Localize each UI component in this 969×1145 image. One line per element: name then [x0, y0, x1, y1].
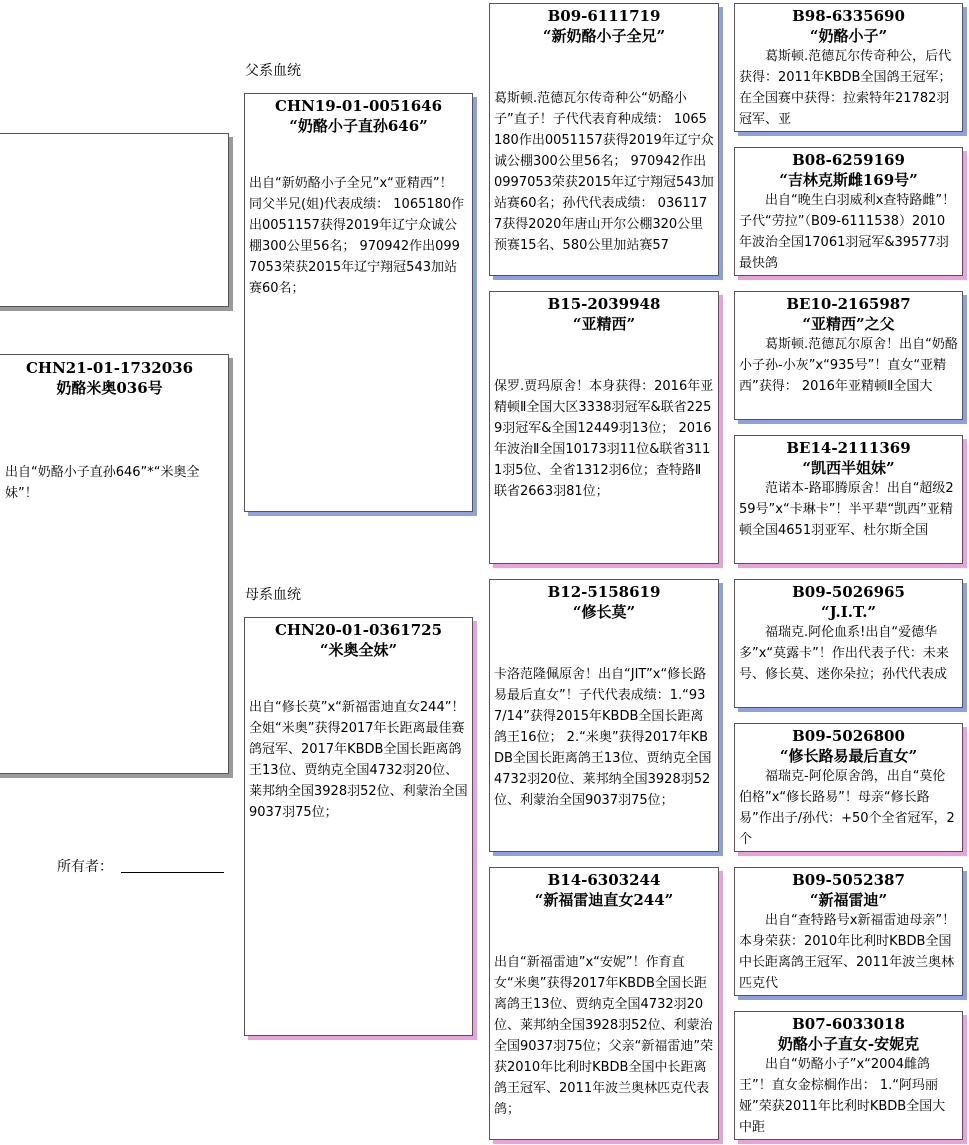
card-text: 出自“奶酪小子”x“2004雌鸽王”！直女金棕榈作出： 1.“阿玛丽娅”荣获2011年比利时KBDB全国大中距: [739, 1057, 946, 1135]
card-ring: B09-5026800: [792, 727, 905, 745]
subject-ring: CHN21-01-1732036: [25, 359, 194, 377]
grandsire-paternal-card: [489, 3, 719, 276]
card-text: 福瑞克.阿伦血系!出自“爱德华多”x“莫露卡”！作出代表子代：未来号、修长莫、迷你朵拉；孙代代表成: [739, 625, 949, 682]
ancestor-card-5: [734, 579, 963, 708]
dam-name: “米奥全妹”: [319, 641, 398, 659]
sire-ring: CHN19-01-0051646: [274, 97, 443, 115]
subject-name: 奶酪米奥036号: [56, 379, 163, 397]
paternal-label: 父系血统: [245, 63, 301, 79]
card-name: “吉林克斯雌169号”: [779, 171, 918, 189]
card-name: “亚精西”之父: [802, 315, 895, 333]
granddam-maternal-card: [489, 867, 719, 1140]
card-name: “修长莫”: [572, 603, 636, 621]
ancestor-card-6: [734, 723, 963, 852]
card-ring: B15-2039948: [547, 295, 661, 313]
card-text: 福瑞克-阿伦原舍鸽，出自“莫伦伯格”x“修长路易”！母亲“修长路易”作出子/孙代：+50个全省冠军，2个: [739, 769, 955, 847]
card-ring: B14-6303244: [547, 871, 661, 889]
subject-text: 出自“奶酪小子直孙646”*“米奥全妹”！: [5, 465, 200, 501]
dam-ring: CHN20-01-0361725: [274, 621, 443, 639]
card-name: “新奶酪小子全兄”: [542, 27, 666, 45]
granddam-paternal-card: [489, 291, 719, 564]
sire-name: “奶酪小子直孙646”: [289, 117, 428, 135]
card-name: “亚精西”: [572, 315, 636, 333]
blank-card: [0, 133, 229, 307]
card-name: “新福雷迪直女244”: [534, 891, 674, 909]
card-ring: B98-6335690: [792, 7, 905, 25]
card-text: 葛斯顿.范德瓦尔原舍！出自“奶酪小子孙-小灰”x“935号”！直女“亚精西”获得： 2016年亚精顿Ⅱ全国大: [739, 337, 958, 394]
card-text: 卡洛范隆佩原舍！出自“JIT”x“修长路易最后直女”！子代代表成绩：1.“937/14”获得2015年KBDB全国长距离鸽王16位； 2.“米奥”获得2017年KBDB全国长距离鸽王13位、贾纳克全国4732羽20位、莱邦纳全国3928羽52位、利蒙治全国9037羽75位；: [494, 667, 712, 808]
card-ring: B07-6033018: [792, 1015, 905, 1033]
card-ring: B09-6111719: [547, 7, 661, 25]
card-text: 出自“晚生白羽威利x查特路雌”！子代“劳拉”（B09-6111538）2010年波治全国17061羽冠军&39577羽最快鸽: [739, 193, 956, 271]
dam-card: [244, 617, 473, 1036]
ancestor-card-2: [734, 147, 963, 276]
grandsire-maternal-card: [489, 579, 719, 852]
card-name: “凯西半姐妹”: [802, 459, 895, 477]
card-ring: BE14-2111369: [786, 439, 911, 457]
card-text: 葛斯顿.范德瓦尔传奇种公，后代获得：2011年KBDB全国鸽王冠军；在全国赛中获得：拉索特年21782羽冠军、亚: [739, 49, 952, 127]
sire-text: 出自“新奶酪小子全兄”x“亚精西”！ 同父半兄(姐)代表成绩： 1065180作出0051157获得2019年辽宁众诚公棚300公里56名； 970942作出0997053荣获2015年辽宁翔冠543加站赛60名；: [249, 176, 465, 296]
card-name: 奶酪小子直女-安妮克: [777, 1035, 920, 1053]
card-ring: B12-5158619: [547, 583, 661, 601]
dam-text: 出自“修长莫”x“新福雷迪直女244”！ 全姐“米奥”获得2017年长距离最佳赛鸽冠军、2017年KBDB全国长距离鸽王13位、贾纳克全国4732羽20位、莱邦纳全国3928羽52位、利蒙治全国9037羽75位；: [249, 700, 469, 820]
card-text: 出自“查特路号x新福雷迪母亲”！本身荣获：2010年比利时KBDB全国中长距离鸽王冠军、2011年波兰奥林匹克代: [739, 913, 956, 991]
ancestor-card-8: [734, 1011, 963, 1140]
owner-label: 所有者：: [57, 859, 113, 875]
card-ring: BE10-2165987: [786, 295, 911, 313]
card-name: “奶酪小子”: [809, 27, 888, 45]
card-text: 范诺本-路耶腾原舍！出自“超级259号”x“卡琳卡”！半平辈“凯西”亚精顿全国4651羽亚军、杜尔斯全国: [739, 481, 954, 538]
card-ring: B09-5026965: [792, 583, 905, 601]
card-name: “修长路易最后直女”: [779, 747, 918, 765]
ancestor-card-7: [734, 867, 963, 996]
subject-card: [0, 354, 229, 774]
card-name: “新福雷迪”: [809, 891, 888, 909]
card-text: 葛斯顿.范德瓦尔传奇种公“奶酪小子”直子！子代代表育种成绩： 1065180作出0051157获得2019年辽宁众诚公棚300公里56名； 970942作出0997053荣获2015年辽宁翔冠543加站赛60名；孙代代表成绩： 0361177获得2020年唐山开尔公棚320公里预赛15名、580公里加站赛57: [494, 91, 714, 253]
owner-signature-line: [121, 872, 224, 873]
ancestor-card-3: [734, 291, 963, 420]
ancestor-card-4: [734, 435, 963, 564]
card-ring: B08-6259169: [792, 151, 905, 169]
card-text: 保罗.贾玛原舍！本身获得：2016年亚精顿Ⅱ全国大区3338羽冠军&联省2259羽冠军&全国12449羽13位； 2016年波治Ⅱ全国10173羽11位&联省3111羽5位、全省1312羽6位；查特路Ⅱ联省2663羽81位；: [494, 379, 714, 499]
ancestor-card-1: [734, 3, 963, 132]
maternal-label: 母系血统: [245, 587, 301, 603]
card-name: “J.I.T.”: [820, 603, 877, 621]
card-ring: B09-5052387: [792, 871, 905, 889]
sire-card: [244, 93, 473, 512]
card-text: 出自“新福雷迪”x“安妮”！作育直女“米奥”获得2017年KBDB全国长距离鸽王13位、贾纳克全国4732羽20位、莱邦纳全国3928羽52位、利蒙治全国9037羽75位；父亲“新福雷迪”荣获2010年比利时KBDB全国中长距离鸽王冠军、2011年波兰奥林匹克代表鸽；: [494, 955, 714, 1117]
